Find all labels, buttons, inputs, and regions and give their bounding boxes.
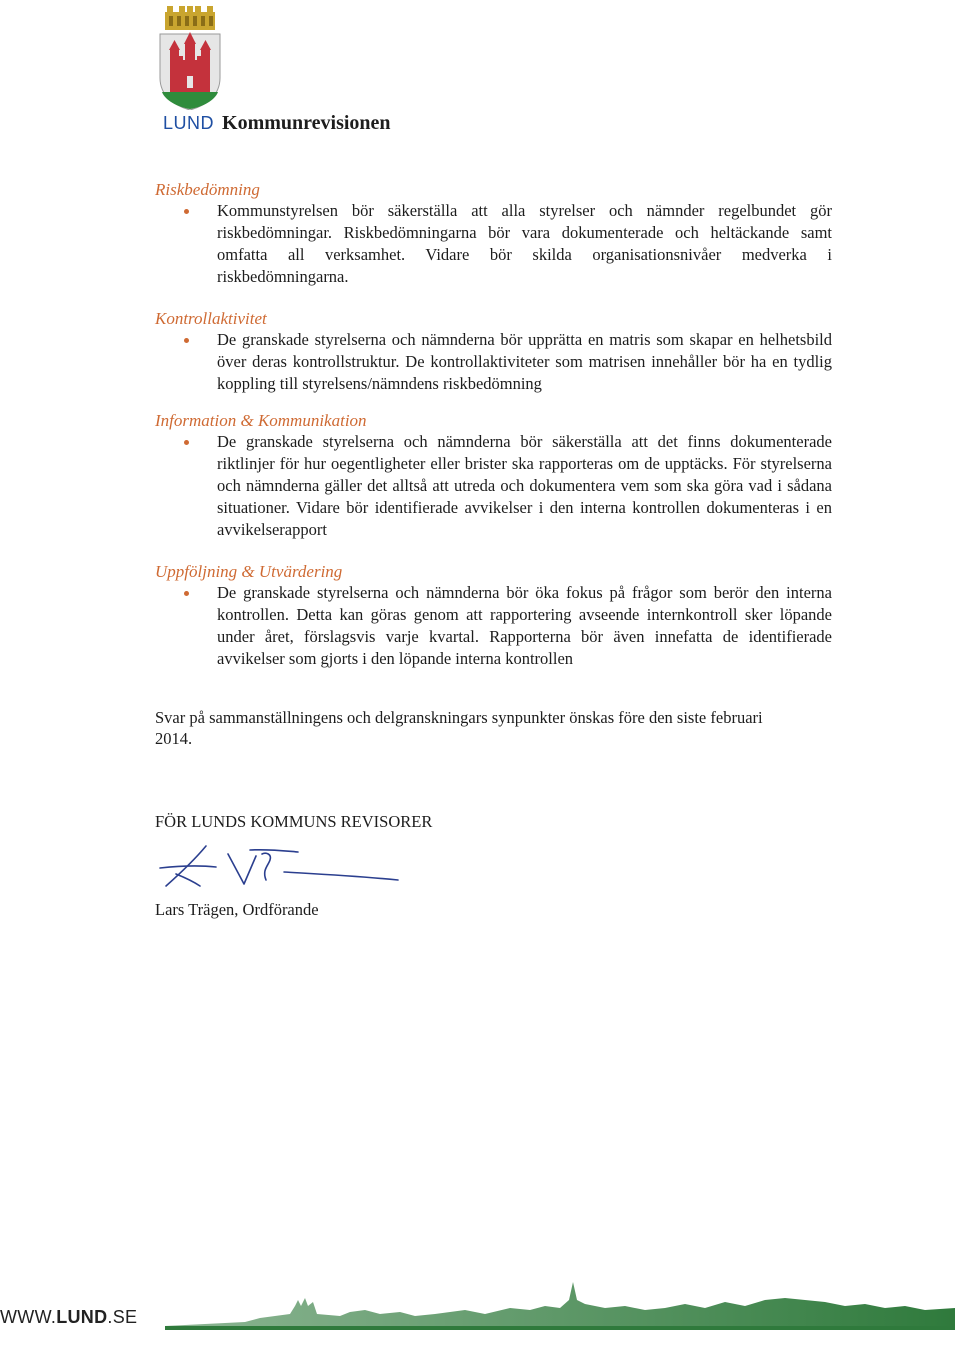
signoff-line: FÖR LUNDS KOMMUNS REVISORER: [155, 812, 433, 831]
bullet-item: [155, 329, 832, 395]
section-uppfoljning-utvardering: [155, 561, 845, 670]
signer-name: Lars Trägen, Ordförande: [155, 900, 319, 919]
section-information-kommunikation: [155, 410, 845, 541]
section-kontrollaktivitet: [155, 308, 845, 395]
url-domain: LUND: [56, 1307, 108, 1327]
bullet-item: [155, 582, 832, 670]
bullet-text: De granskade styrelserna och nämnderna bör säkerställa att det finns dokumenterade riktlinjer för hur oegentligheter eller brister ska rapporteras om de upptäcks. För styrelserna och nämnderna gäller det alltså att utreda och dokumentera vem som ska göra vad i sådana situationer. Vidare bör identifierade avvikelser i den interna kontrollen dokumenteras i en avvikelserapport: [217, 432, 832, 539]
url-suffix: .SE: [107, 1307, 138, 1327]
bullet-dot-icon: [184, 209, 189, 214]
bullet-dot-icon: [184, 338, 189, 343]
section-riskbedomning: [155, 179, 845, 288]
city-name: LUND: [163, 113, 215, 133]
bullet-text: Kommunstyrelsen bör säkerställa att alla styrelser och nämnder regelbundet gör riskbedömningar. Riskbedömningarna bör vara dokumenterade och heltäckande samt omfatta all verksamhet. Vidare bör skilda organisationsnivåer medverka i riskbedömningarna.: [217, 201, 832, 286]
section-heading: Riskbedömning: [155, 180, 260, 199]
bullet-text: De granskade styrelserna och nämnderna bör öka fokus på frågor som berör den interna kontrollen. Detta kan göras genom att rapportering avseende internkontroll sker löpande under året, förslagsvis varje kvartal. Rapporterna bör även innefatta de identifierade avvikelser som gjorts i den löpande interna kontrollen: [217, 583, 832, 668]
bullet-dot-icon: [184, 591, 189, 596]
website-url[interactable]: [0, 1306, 137, 1328]
lund-coat-of-arms-logo: [157, 6, 223, 110]
crown-icon: [165, 6, 215, 30]
url-prefix: WWW.: [0, 1307, 57, 1327]
handwritten-signature: [158, 840, 403, 892]
city-skyline-graphic: [165, 1280, 955, 1330]
section-heading: Uppföljning & Utvärdering: [155, 562, 343, 581]
section-heading: Kontrollaktivitet: [155, 309, 267, 328]
bullet-dot-icon: [184, 440, 189, 445]
closing-paragraph: Svar på sammanställningens och delgranskningars synpunkter önskas före den siste februari 2014.: [155, 708, 763, 748]
bullet-item: [155, 200, 832, 288]
section-heading: Information & Kommunikation: [155, 411, 367, 430]
organization-name: Kommunrevisionen: [222, 112, 391, 134]
bullet-item: [155, 431, 832, 541]
bullet-text: De granskade styrelserna och nämnderna bör upprätta en matris som skapar en helhetsbild över deras kontrollstruktur. De kontrollaktiviteter som matrisen innehåller bör ha en tydlig koppling till styrelsens/nämndens riskbedömning: [217, 330, 832, 393]
organization-header: [163, 112, 391, 136]
